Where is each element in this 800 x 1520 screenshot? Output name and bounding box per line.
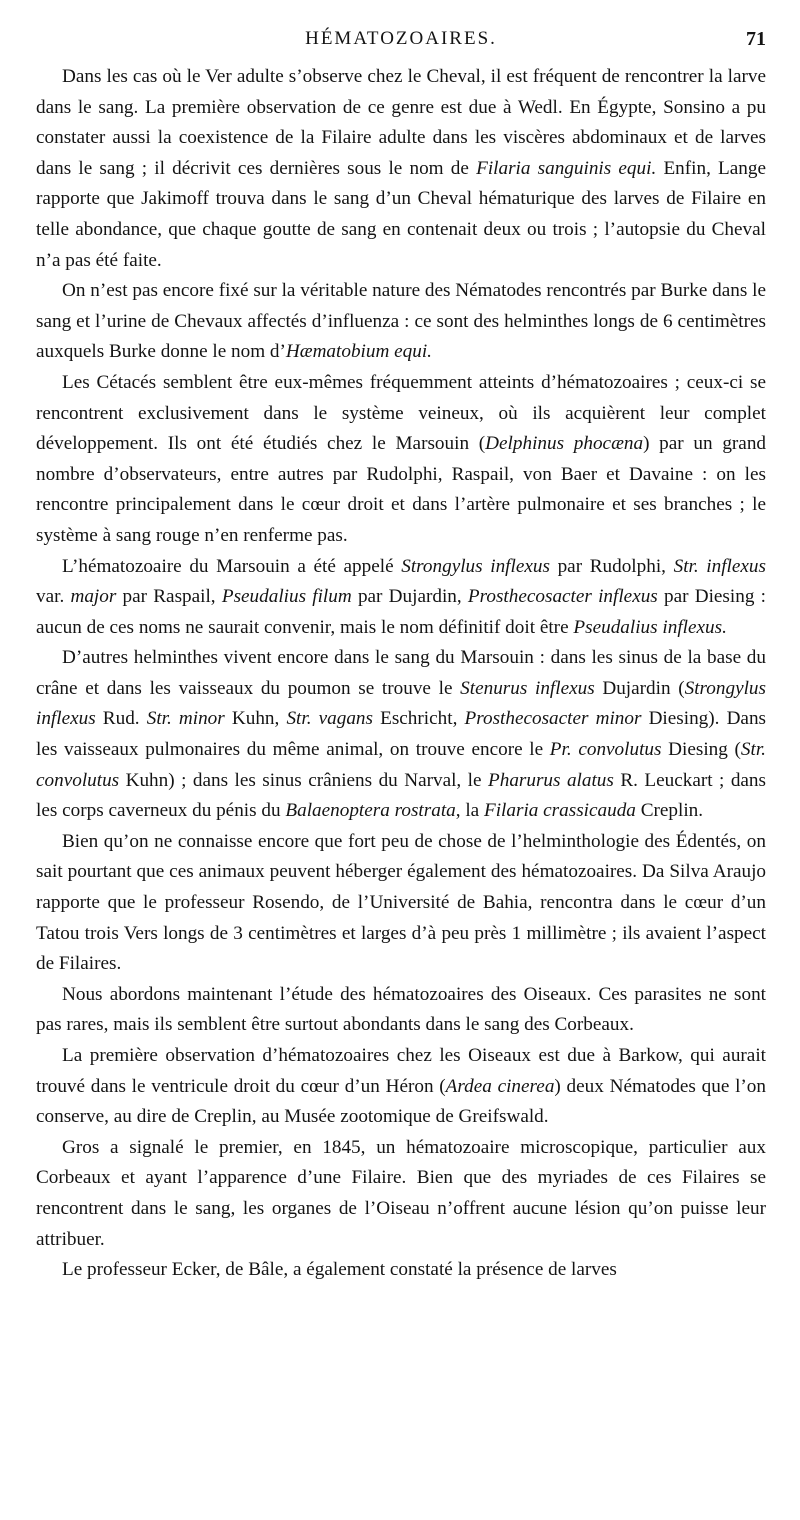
text-run: par Dujardin, (351, 586, 468, 608)
italic-term: Str. inflexus (673, 555, 766, 577)
paragraph (36, 1041, 766, 1133)
text-run: Les Cétacés semblent être eux-mêmes fréquemment atteints d’hématozoaires ; ceux-ci se rencontrent exclusivement dans le système veineux, où ils acquièrent leur complet développement. Ils ont été étudiés chez le Marsouin ( (36, 371, 766, 455)
paragraph (36, 368, 766, 552)
italic-term: Strongylus inflexus (401, 555, 550, 577)
italic-term: Str. vagans (286, 708, 373, 730)
italic-term: Pr. convolutus (549, 739, 662, 761)
italic-term: Filaria sanguinis equi. (476, 157, 657, 179)
running-title: HÉMATOZOAIRES. (305, 28, 497, 49)
body-text (36, 62, 766, 1286)
italic-term: Pseudalius inflexus. (573, 616, 727, 638)
paragraph (36, 1255, 766, 1286)
italic-term: Str. minor (146, 708, 225, 730)
paragraph (36, 643, 766, 827)
text-run: On n’est pas encore fixé sur la véritable nature des Nématodes rencontrés par Burke dans le sang et l’urine de Chevaux affectés d’influenza : ce sont des helminthes longs de 6 centimètres auxquels Burke donne le nom d’ (36, 280, 766, 363)
italic-term: Stenurus inflexus (460, 677, 595, 699)
text-run: par Rudolphi, (549, 555, 674, 577)
text-run: Kuhn, (224, 708, 287, 730)
text-run: Diesing ( (661, 739, 741, 761)
text-run: Rud. (95, 708, 147, 730)
text-run: Gros a signalé le premier, en 1845, un hématozoaire microscopique, particulier aux Corbeaux et ayant l’apparence d’une Filaire. Bien que des myriades de ces Filaires se rencontrent dans le sang, les organes de l’Oiseau n’offrent aucune lésion qu’on puisse leur attribuer. (36, 1136, 766, 1250)
paragraph (36, 552, 766, 644)
text-run: , la (455, 800, 484, 822)
text-run: Bien qu’on ne connaisse encore que fort peu de chose de l’helminthologie des Édentés, on sait pourtant que ces animaux peuvent héberger également des hématozoaires. Da Silva Araujo rapporte que le professeur Rosendo, de l’Université de Bahia, rencontra dans le cœur d’un Tatou trois Vers longs de 3 centimètres et larges d’à peu près 1 millimètre ; ils avaient l’aspect de Filaires. (36, 830, 766, 975)
paragraph (36, 980, 766, 1041)
text-run: Kuhn) ; dans les sinus crâniens du Narval, le (119, 769, 488, 791)
paragraph (36, 1133, 766, 1255)
italic-term: Pseudalius filum (221, 586, 352, 608)
italic-term: Prosthecosacter inflexus (467, 586, 658, 608)
text-run: par Raspail, (116, 586, 222, 608)
italic-term: Filaria crassicauda (484, 800, 636, 822)
text-run: R. Leuckart ; dans les corps caverneux du pénis du (36, 769, 766, 822)
text-run: La première observation d’hématozoaires chez les Oiseaux est due à Barkow, qui aurait trouvé dans le ventricule droit du cœur d’un Héron ( (36, 1045, 766, 1097)
paragraph (36, 62, 766, 276)
italic-term: major (70, 586, 117, 608)
text-run: Nous abordons maintenant l’étude des hématozoaires des Oiseaux. Ces parasites ne sont pas rares, mais ils semblent être surtout abondants dans le sang des Corbeaux. (36, 983, 766, 1036)
page-header (36, 28, 766, 58)
text-run: var. (36, 586, 71, 608)
text-run: par Diesing : aucun de ces noms ne saurait convenir, mais le nom définitif doit être (36, 586, 766, 638)
text-run: Creplin. (635, 800, 704, 822)
italic-term: Hæmatobium equi. (285, 341, 432, 363)
italic-term: Delphinus phocæna (485, 433, 644, 455)
italic-term: Pharurus alatus (488, 769, 614, 791)
italic-term: Balaenoptera rostrata (285, 800, 456, 822)
paragraph (36, 276, 766, 368)
text-run: L’hématozoaire du Marsouin a été appelé (62, 555, 402, 577)
italic-term: Strongylus inflexus (36, 677, 766, 730)
text-run: Enfin, Lange rapporte que Jakimoff trouva dans le sang d’un Cheval hématurique des larves de Filaire en telle abondance, que chaque goutte de sang en contenait deux ou trois ; l’autopsie du Cheval n’a pas été faite. (36, 157, 766, 271)
text-run: Diesing). Dans les vaisseaux pulmonaires du même animal, on trouve encore le (36, 708, 767, 761)
italic-term: Str. convolutus (36, 739, 766, 791)
text-run: Dans les cas où le Ver adulte s’observe chez le Cheval, il est fréquent de rencontrer la larve dans le sang. La première observation de ce genre est due à Wedl. En Égypte, Sonsino a pu constater aussi la coexistence de la Filaire adulte dans les viscères abdominaux et de larves dans le sang ; il décrivit ces dernières sous le nom de (36, 66, 766, 179)
page-number: 71 (746, 28, 766, 50)
text-run: D’autres helminthes vivent encore dans le sang du Marsouin : dans les sinus de la base du crâne et dans les vaisseaux du poumon se trouve le (36, 647, 766, 699)
text-run: Eschricht, (372, 708, 465, 730)
italic-term: Ardea cinerea (445, 1075, 555, 1097)
text-run: Le professeur Ecker, de Bâle, a également constaté la présence de larves (62, 1259, 617, 1281)
italic-term: Prosthecosacter minor (464, 708, 642, 730)
text-run: ) par un grand nombre d’observateurs, entre autres par Rudolphi, Raspail, von Baer et Davaine : on les rencontre principalement dans le cœur droit et dans l’artère pulmonaire et ses branches ; le système à sang rouge n’en renferme pas. (36, 433, 767, 546)
text-run: Dujardin ( (594, 677, 685, 699)
paragraph (36, 827, 766, 980)
text-run: ) deux Nématodes que l’on conserve, au dire de Creplin, au Musée zootomique de Greifswald. (36, 1075, 766, 1128)
